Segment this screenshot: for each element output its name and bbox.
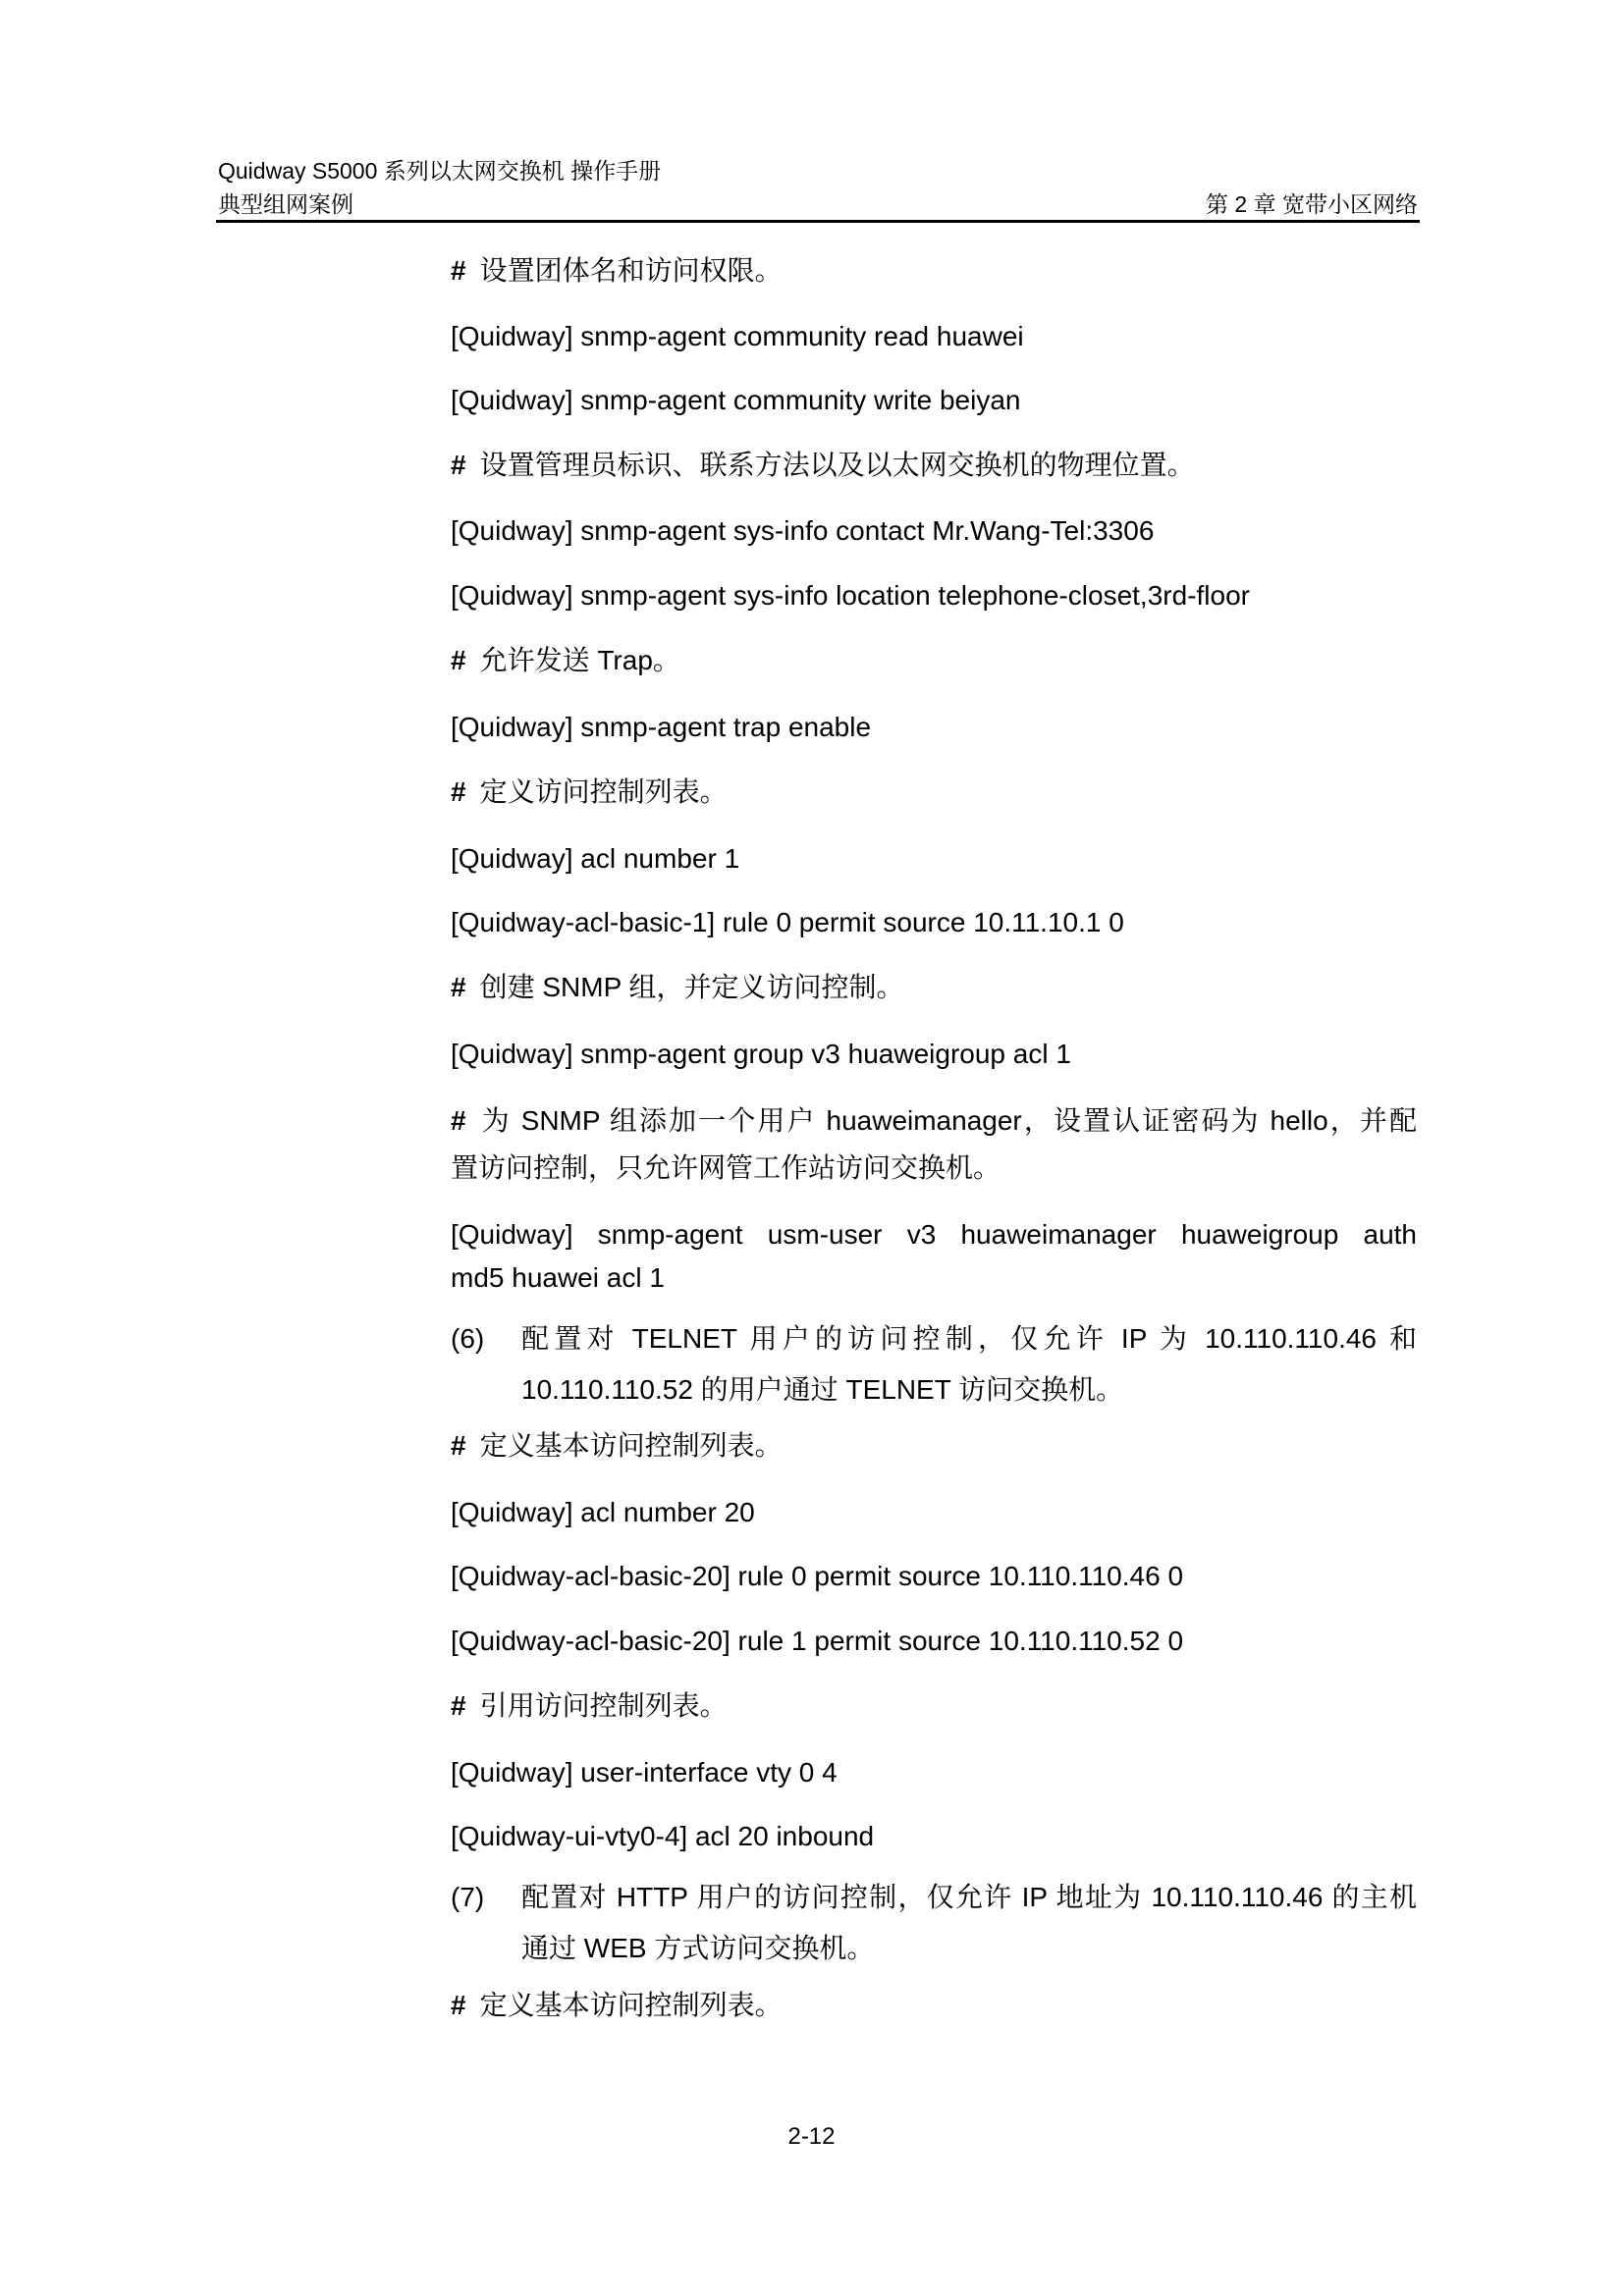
comment-text: 创建 SNMP 组，并定义访问控制。 xyxy=(479,972,904,1002)
comment-text: 定义访问控制列表。 xyxy=(479,776,728,807)
hash-mark: # xyxy=(451,255,466,286)
step-number: (7) xyxy=(451,1882,485,1912)
comment-line-continued: 置访问控制，只允许网管工作站访问交换机。 xyxy=(451,1152,1001,1183)
command-line: [Quidway] snmp-agent group v3 huaweigroup acl 1 xyxy=(451,1039,1071,1069)
step-number: (6) xyxy=(451,1323,485,1354)
command-line: [Quidway] acl number 20 xyxy=(451,1497,755,1527)
comment-text: 定义基本访问控制列表。 xyxy=(479,1430,783,1461)
step-7 xyxy=(451,1876,1417,1974)
comment-text: 允许发送 Trap。 xyxy=(479,645,680,675)
comment-line xyxy=(451,1684,728,1728)
command-line: [Quidway] snmp-agent community read huawei xyxy=(451,321,1024,351)
hash-mark: # xyxy=(451,1105,466,1136)
comment-line xyxy=(451,1424,783,1468)
step-text-line: 配置对 HTTP 用户的访问控制，仅允许 IP 地址为 10.110.110.46 的主机 xyxy=(521,1882,1417,1912)
command-line: [Quidway-ui-vty0-4] acl 20 inbound xyxy=(451,1821,875,1851)
command-line: [Quidway-acl-basic-20] rule 0 permit source 10.110.110.46 0 xyxy=(451,1561,1184,1591)
step-text xyxy=(521,1876,1417,1970)
command-line: [Quidway] snmp-agent community write beiyan xyxy=(451,385,1021,415)
hash-mark: # xyxy=(451,450,466,480)
step-text-line: 10.110.110.52 的用户通过 TELNET 访问交换机。 xyxy=(521,1374,1124,1405)
comment-line xyxy=(451,639,680,682)
command-line: [Quidway-acl-basic-1] rule 0 permit source 10.11.10.1 0 xyxy=(451,907,1124,937)
hash-mark: # xyxy=(451,776,466,807)
hash-mark: # xyxy=(451,645,466,675)
comment-text: 设置团体名和访问权限。 xyxy=(479,255,783,286)
comment-text: 设置管理员标识、联系方法以及以太网交换机的物理位置。 xyxy=(479,450,1195,480)
comment-line xyxy=(451,1984,783,2027)
command-line: [Quidway] snmp-agent usm-user v3 huaweimanager huaweigroup auth xyxy=(451,1219,1417,1250)
header-rule xyxy=(216,220,1420,223)
step-text-line: 配置对 TELNET 用户的访问控制，仅允许 IP 为 10.110.110.46 和 xyxy=(521,1323,1417,1354)
command-line: [Quidway] snmp-agent sys-info contact Mr.Wang-Tel:3306 xyxy=(451,515,1155,546)
hash-mark: # xyxy=(451,1430,466,1461)
comment-text: 定义基本访问控制列表。 xyxy=(479,1990,783,2020)
hash-mark: # xyxy=(451,1690,466,1721)
command-line: [Quidway-acl-basic-20] rule 1 permit source 10.110.110.52 0 xyxy=(451,1626,1184,1656)
command-line: [Quidway] user-interface vty 0 4 xyxy=(451,1757,838,1788)
step-text-line: 通过 WEB 方式访问交换机。 xyxy=(521,1933,875,1963)
command-line: [Quidway] snmp-agent trap enable xyxy=(451,712,872,742)
command-line: [Quidway] snmp-agent sys-info location telephone-closet,3rd-floor xyxy=(451,580,1250,611)
header-section: 典型组网案例 xyxy=(218,191,353,217)
comment-line xyxy=(451,444,1195,487)
page-number: 2-12 xyxy=(787,2123,836,2150)
command-line: [Quidway] acl number 1 xyxy=(451,843,740,874)
comment-text: 引用访问控制列表。 xyxy=(479,1690,728,1721)
hash-mark: # xyxy=(451,1990,466,2020)
command-line-continued: md5 huawei acl 1 xyxy=(451,1262,665,1293)
step-text xyxy=(521,1317,1417,1412)
header-chapter: 第 2 章 宽带小区网络 xyxy=(1206,191,1418,217)
comment-line xyxy=(451,966,904,1009)
step-6 xyxy=(451,1317,1417,1415)
hash-mark: # xyxy=(451,972,466,1002)
header-title: Quidway S5000 系列以太网交换机 操作手册 xyxy=(218,158,662,184)
comment-line xyxy=(451,249,783,293)
comment-text: 为 SNMP 组添加一个用户 huaweimanager，设置认证密码为 hello，并配 xyxy=(479,1105,1417,1136)
comment-line xyxy=(451,1099,1417,1143)
comment-line xyxy=(451,771,728,814)
